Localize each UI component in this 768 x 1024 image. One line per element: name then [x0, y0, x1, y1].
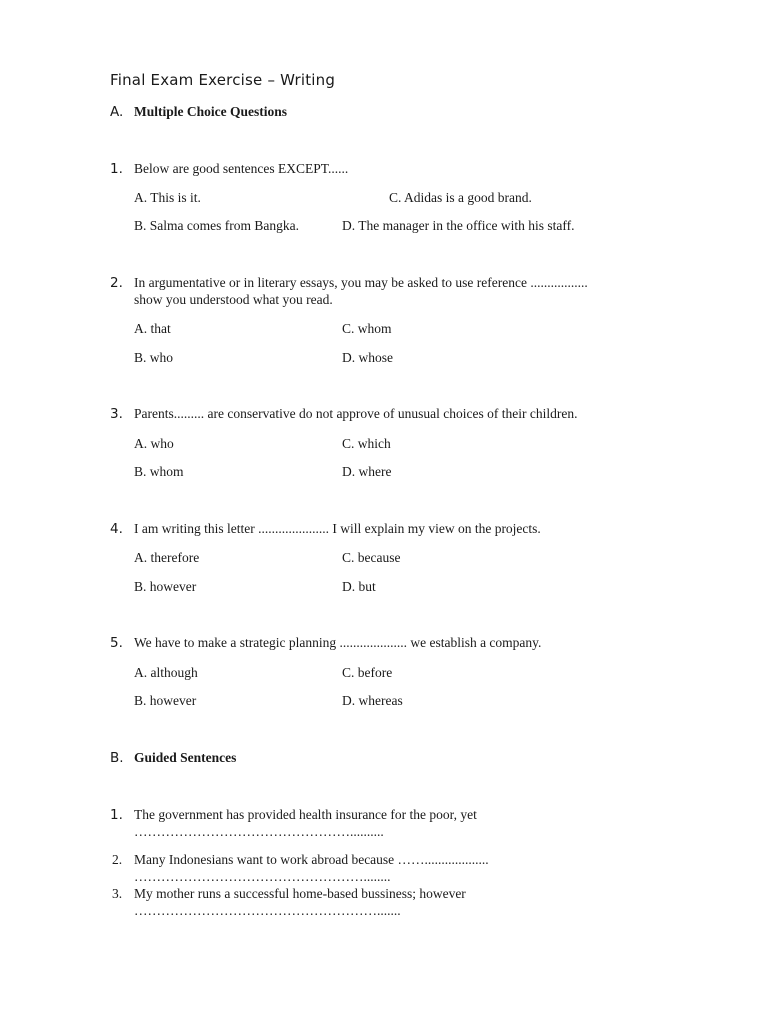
section-b-heading: Guided Sentences — [134, 750, 237, 765]
option-a: A. that — [134, 321, 171, 336]
question-text: Parents......... are conservative do not approve of unusual choices of their children. — [134, 406, 578, 421]
sentence-prompt: My mother runs a successful home-based bussiness; however — [134, 886, 466, 901]
question-number: 1. — [110, 161, 123, 177]
option-d: D. The manager in the office with his staff. — [342, 218, 575, 233]
sentence-prompt: The government has provided health insurance for the poor, yet — [134, 807, 477, 822]
option-d: D. whereas — [342, 693, 403, 708]
option-d: D. whose — [342, 350, 393, 365]
option-a: A. This is it. — [134, 190, 201, 205]
answer-blank: ……………………………………………........ — [134, 869, 391, 884]
question-number: 3. — [110, 406, 123, 422]
option-b: B. Salma comes from Bangka. — [134, 218, 299, 233]
option-c: C. Adidas is a good brand. — [389, 190, 532, 205]
option-c: C. before — [342, 665, 393, 680]
section-b-letter: B. — [110, 750, 124, 766]
option-d: D. but — [342, 579, 376, 594]
question-number: 4. — [110, 521, 123, 537]
option-c: C. which — [342, 436, 391, 451]
question-text: In argumentative or in literary essays, you may be asked to use reference ................. — [134, 275, 588, 290]
item-number: 1. — [110, 807, 123, 823]
question-number: 2. — [110, 275, 123, 291]
question-number: 5. — [110, 635, 123, 651]
option-b: B. who — [134, 350, 174, 365]
page-title: Final Exam Exercise – Writing — [110, 71, 336, 89]
option-b: B. however — [134, 579, 197, 594]
answer-blank: ………………………………………………....... — [134, 903, 401, 918]
option-a: A. although — [134, 665, 198, 680]
item-number: 3. — [112, 886, 123, 901]
item-number: 2. — [112, 852, 123, 867]
section-a-heading: Multiple Choice Questions — [134, 104, 288, 119]
question-text: Below are good sentences EXCEPT...... — [134, 161, 349, 176]
question-text: I am writing this letter ..................... I will explain my view on the projects. — [134, 521, 541, 536]
option-c: C. because — [342, 550, 401, 565]
option-b: B. however — [134, 693, 197, 708]
option-d: D. where — [342, 464, 392, 479]
answer-blank: ………………………………………….......... — [134, 824, 384, 839]
section-a-letter: A. — [110, 104, 124, 120]
sentence-prompt: Many Indonesians want to work abroad because ……................... — [134, 852, 489, 867]
option-a: A. who — [134, 436, 174, 451]
option-a: A. therefore — [134, 550, 200, 565]
option-b: B. whom — [134, 464, 184, 479]
option-c: C. whom — [342, 321, 392, 336]
question-text-line2: show you understood what you read. — [134, 292, 333, 307]
question-text: We have to make a strategic planning .................... we establish a company. — [134, 635, 542, 650]
